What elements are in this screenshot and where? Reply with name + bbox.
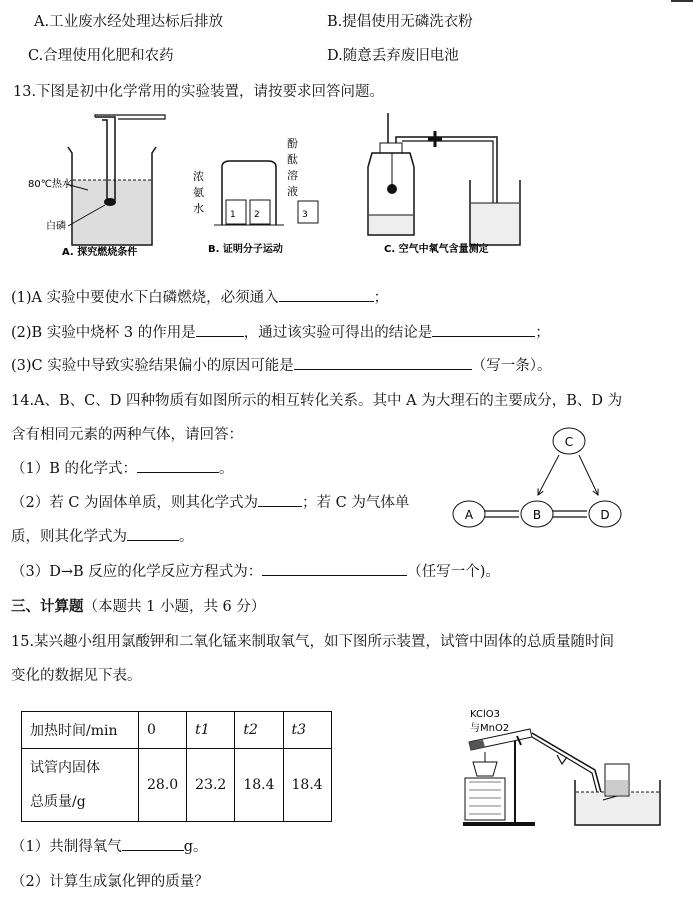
- q13-s2-text: (2)B 实验中烧杯 3 的作用是: [11, 325, 196, 342]
- fig-mno2-label: 与MnO2: [470, 723, 510, 734]
- option-d: D.随意丢弃废旧电池: [327, 48, 459, 64]
- q15-line1: 15.某兴趣小组用氯酸钾和二氧化锰来制取氧气，如下图所示装置，试管中固体的总质量随时间: [11, 634, 615, 650]
- section-3-note: （本题共 1 小题，共 6 分）: [83, 599, 266, 615]
- q13-s3-text: (3)C 实验中导致实验结果偏小的原因可能是: [11, 358, 294, 375]
- q14-s1-text: （1）B 的化学式：: [11, 461, 137, 478]
- q15-s2: （2）计算生成氯化钾的质量？: [11, 874, 209, 890]
- fig-b-right-2: 酞: [287, 153, 298, 166]
- row-label-line-2: 总质量/g: [30, 794, 86, 810]
- fig-b-right-4: 液: [287, 185, 298, 198]
- fig-b-right-3: 溶: [287, 169, 298, 182]
- fig-b-left-1: 浓: [193, 170, 204, 183]
- header-t2: t2: [235, 712, 283, 749]
- q14-s3: [11, 560, 500, 581]
- q14-s3-blank: [262, 560, 407, 576]
- value-t2: 18.4: [235, 749, 283, 822]
- q14-s2: [11, 491, 409, 512]
- figure-a-combustion: [28, 115, 165, 258]
- header-time: 加热时间/min: [22, 712, 139, 749]
- q13-s3: [11, 354, 552, 375]
- q13-s2: [11, 321, 550, 342]
- q14-s2-blank-1: [258, 491, 302, 507]
- node-b: B: [532, 508, 542, 522]
- fig-b-left-2: 氨: [193, 186, 204, 199]
- node-c: C: [564, 435, 574, 449]
- cup-2-label: 2: [254, 210, 260, 220]
- q15-data-table: [21, 711, 332, 822]
- q14-s1-blank: [137, 457, 219, 473]
- q14-line2: 含有相同元素的两种气体，请回答：: [11, 427, 243, 443]
- q15-s1: [11, 835, 208, 856]
- figure-b-molecule-motion: [193, 137, 318, 255]
- section-3-heading: [11, 595, 265, 616]
- q15-apparatus-figure: [455, 700, 670, 830]
- header-t0: 0: [139, 712, 187, 749]
- table-header-row: [22, 712, 332, 749]
- q15-line2: 变化的数据见下表。: [11, 668, 142, 684]
- q15-s1-text: （1）共制得氧气: [11, 839, 122, 856]
- value-t1: 23.2: [187, 749, 235, 822]
- fig-a-water-label: 80℃热水: [28, 179, 72, 190]
- q15-s1-end: g。: [183, 839, 208, 856]
- figure-c-oxygen-content: [368, 113, 520, 255]
- fig-a-caption: A. 探究燃烧条件: [62, 247, 138, 258]
- fig-c-caption: C. 空气中氧气含量测定: [384, 244, 489, 255]
- q13-s1-end: ；: [373, 290, 389, 307]
- table-row: [22, 749, 332, 822]
- q14-s2-mid: ；若 C 为气体单: [302, 495, 410, 512]
- q13-title: 13.下图是初中化学常用的实验装置，请按要求回答问题。: [13, 84, 385, 100]
- q13-s2-blank-1: [196, 321, 244, 337]
- option-c: C.合理使用化肥和农药: [28, 48, 174, 64]
- q15-s1-blank: [122, 835, 184, 851]
- node-a: A: [464, 508, 474, 522]
- cup-1-label: 1: [230, 210, 236, 220]
- q13-s3-blank: [294, 354, 472, 370]
- q14-s1-end: 。: [219, 461, 234, 478]
- fig-a-p-label: 白磷: [46, 221, 66, 232]
- q13-s3-end: （写一条）。: [471, 358, 552, 375]
- q13-s1-text: (1)A 实验中要使水下白磷燃烧，必须通入: [11, 290, 279, 307]
- q14-s2-blank-2: [127, 525, 179, 541]
- q13-s1: [11, 286, 388, 307]
- q14-s2-text: （2）若 C 为固体单质，则其化学式为: [11, 495, 259, 512]
- q13-s2-mid: ，通过该实验可得出的结论是: [243, 325, 433, 342]
- value-t0: 28.0: [139, 749, 187, 822]
- row-label: [22, 749, 139, 822]
- q13-figures: [0, 105, 693, 270]
- section-3-title: 三、计算题: [11, 598, 84, 615]
- node-d: D: [600, 508, 610, 522]
- q14-relation-diagram: [450, 425, 640, 535]
- header-t1: t1: [187, 712, 235, 749]
- q14-s2-l2: [11, 525, 194, 546]
- q14-s2-l2-text: 质，则其化学式为: [11, 529, 127, 546]
- q14-line1: 14.A、B、C、D 四种物质有如图所示的相互转化关系。其中 A 为大理石的主要成分，B、D 为: [11, 393, 623, 409]
- corner-mark: [671, 0, 693, 2]
- q14-s2-l2-end: 。: [179, 529, 194, 546]
- q13-s1-blank: [279, 286, 374, 302]
- q14-s3-end: （任写一个)。: [407, 564, 500, 581]
- header-t3: t3: [283, 712, 331, 749]
- fig-b-left-3: 水: [193, 202, 204, 215]
- fig-kclo3-label: KClO3: [470, 709, 501, 720]
- cup-3-label: 3: [302, 210, 308, 220]
- q13-s2-end: ；: [535, 325, 550, 342]
- fig-b-right-1: 酚: [287, 137, 298, 150]
- row-label-line-1: 试管内固体: [30, 760, 100, 776]
- option-a: A.工业废水经处理达标后排放: [34, 14, 224, 30]
- value-t3: 18.4: [283, 749, 331, 822]
- fig-b-caption: B. 证明分子运动: [208, 244, 283, 255]
- q14-s1: [11, 457, 234, 478]
- option-b: B.提倡使用无磷洗衣粉: [327, 14, 473, 30]
- q14-s3-text: （3）D→B 反应的化学反应方程式为：: [11, 564, 263, 581]
- q13-s2-blank-2: [432, 321, 535, 337]
